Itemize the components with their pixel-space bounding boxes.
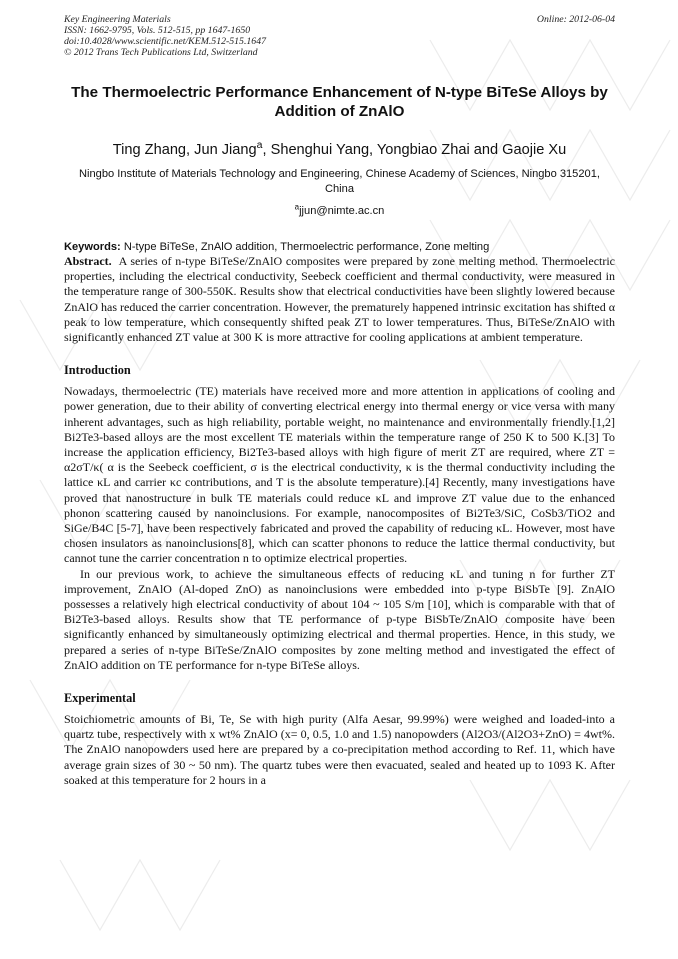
email-address: jjun@nimte.ac.cn [299, 205, 385, 217]
authors-rest: , Shenghui Yang, Yongbiao Zhai and Gaojie Xu [262, 142, 567, 158]
author-list [64, 141, 615, 159]
keywords-text: N-type BiTeSe, ZnAlO addition, Thermoelectric performance, Zone melting [123, 241, 490, 253]
keywords [64, 240, 615, 254]
doi-line: doi:10.4028/www.scientific.net/KEM.512-515.1647 [64, 36, 266, 47]
journal-header [64, 14, 615, 58]
copyright-line: © 2012 Trans Tech Publications Ltd, Switzerland [64, 47, 258, 58]
authors-first: Ting Zhang, Jun Jiang [112, 142, 257, 158]
issn-line: ISSN: 1662-9795, Vols. 512-515, pp 1647-1650 [64, 25, 251, 36]
section-heading-experimental: Experimental [64, 691, 136, 706]
journal-name: Key Engineering Materials [64, 14, 171, 25]
email-line [64, 204, 615, 218]
online-date: Online: 2012-06-04 [536, 14, 615, 25]
email-superscript: a [294, 202, 300, 212]
paper-page [64, 14, 615, 788]
author-superscript: a [256, 139, 263, 152]
affiliation: Ningbo Institute of Materials Technology and Engineering, Chinese Academy of Sciences, Ningbo 315201, China [79, 168, 600, 195]
abstract [64, 254, 615, 345]
abstract-label: Abstract. [64, 254, 112, 268]
paper-title: The Thermoelectric Performance Enhancement of N-type BiTeSe Alloys by Addition of ZnAlO [71, 84, 608, 120]
intro-paragraph-1: Nowadays, thermoelectric (TE) materials have received more and more attention in applications of cooling and power generation, due to their ability of converting electrical energy into thermal energy or vice versa with many inherent advantages, such as high reliability, portable weight, no maintenance and environmentally friendly.[1,2] Bi2Te3-based alloys are the most excellent TE materials within the temperature range of 250 K to 500 K.[3] To increase the application efficiency, Bi2Te3-based alloys with high figure of merit ZT are required, where ZT = α2σT/κ( α is the Seebeck coefficient, σ is the electrical conductivity, κ is the thermal conductivity including the lattice κL and carrier κc contributions, and T is the absolute temperature).[4] Recently, many investigations have proved that nanostructure in bulk TE materials could reduce κL and improve ZT value due to the enhanced phonon scattering caused by nanoinclusions. For example, nanocomposites of Bi2Te3/SiC, CoSb3/TiO2 and SiGe/B4C [5-7], have been respectively fabricated and proved the capability of reducing κL. However, most have chosen insulators as nanoinclusions[8], which can scatter phonons to reduce the lattice thermal conductivity, but cannot tune the carrier concentration n to optimize electrical properties. [64, 384, 615, 566]
intro-paragraph-2: In our previous work, to achieve the simultaneous effects of reducing κL and tuning n for further ZT improvement, ZnAlO (Al-doped ZnO) as nanoinclusions were embedded into p-type BiSbTe [9]. ZnAlO possesses a relatively high electrical conductivity of about 104 ~ 105 S/m [10], which is comparable with that of Bi2Te3-based alloys. Results show that TE performance of p-type BiSbTe/ZnAlO composite have been significantly enhanced by simultaneously optimizing electrical and thermal properties. Hence, in this study, we prepared a series of n-type BiTeSe/ZnAlO composites by zone melting method and investigated the effect of ZnAlO addition on TE performance for n-type BiTeSe alloys. [64, 566, 615, 672]
abstract-text: A series of n-type BiTeSe/ZnAlO composites were prepared by zone melting method. Thermoelectric properties, including the electrical conductivity, Seebeck coefficient and thermal conductivity, were measured in the temperature range of 300-550K. Results show that electrical conductivities have been slightly lowered because ZnAlO has reduced the carrier concentration. However, the prematurely happened intrinsic excitation has shifted α peak to low temperature, which consequently shifted peak ZT to lower temperatures. Thus, BiTeSe/ZnAlO with significantly enhanced ZT value at 300 K is more attractive for cooling applications at ambient temperature. [64, 254, 616, 345]
keywords-label: Keywords: [64, 241, 121, 253]
experimental-paragraph-1: Stoichiometric amounts of Bi, Te, Se with high purity (Alfa Aesar, 99.99%) were weighed and loaded-into a quartz tube, respectively with x wt% ZnAlO (x= 0, 0.5, 1.0 and 1.5) nanopowders (Al2O3/(Al2O3+ZnO) = 4wt%. The ZnAlO nanopowders used here are prepared by a co-precipitation method according to Ref. 11, which have average grain sizes of 30 ~ 50 nm). The quartz tubes were then evacuated, sealed and heated up to 1093 K. After soaked at this temperature for 2 hours in a [64, 712, 615, 787]
section-heading-introduction: Introduction [64, 363, 131, 378]
